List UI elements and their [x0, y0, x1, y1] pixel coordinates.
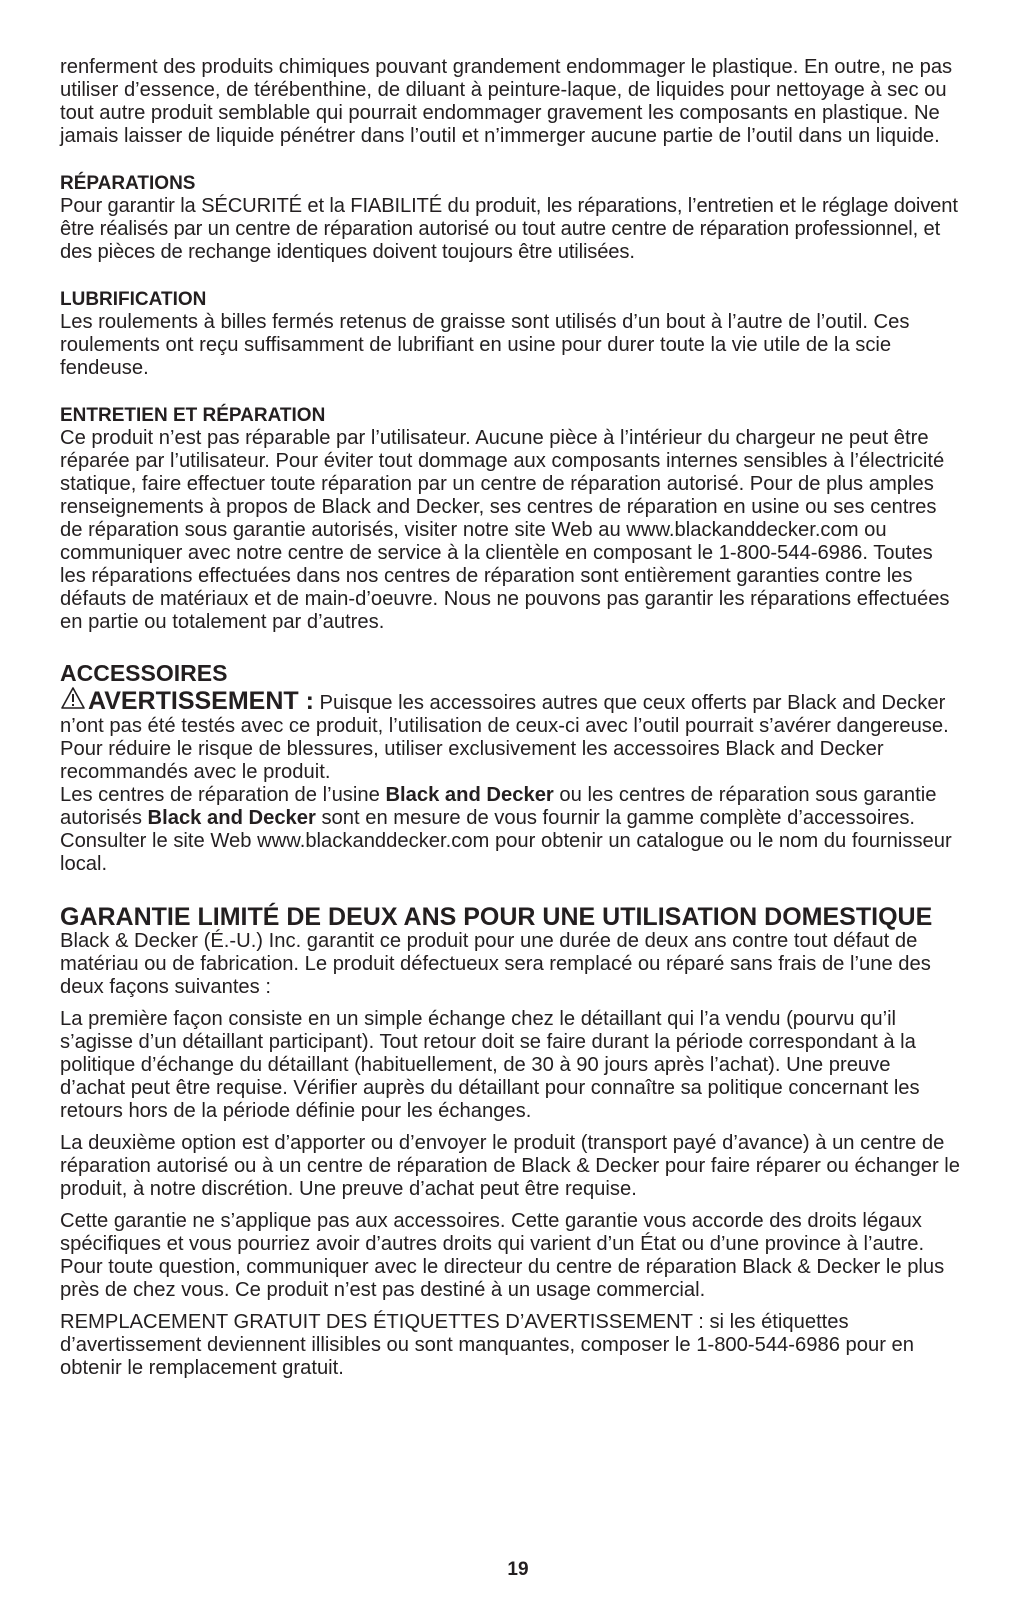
garantie-paragraph-4: Cette garantie ne s’applique pas aux accessoires. Cette garantie vous accorde des droits légaux spécifiques et vous pourriez avoir d’autres droits qui varient d’un État ou d’une province à l’autre. Pour toute question, communiquer avec le directeur du centre de réparation Black & Decker le plus près de chez vous. Ce produit n’est pas destiné à un usage commercial. — [60, 1210, 945, 1301]
lubrification-section — [60, 288, 960, 380]
accessoires-text-part-b: ou les centres de réparation sous garantie autorisés — [60, 784, 937, 829]
garantie-heading: GARANTIE LIMITÉ DE DEUX ANS POUR UNE UTILISATION DOMESTIQUE — [60, 903, 933, 931]
accessoires-paragraph — [60, 784, 960, 876]
lubrification-heading: LUBRIFICATION — [60, 289, 207, 310]
accessoires-section — [60, 660, 960, 876]
lubrification-text: Les roulements à billes fermés retenus de graisse sont utilisés d’un bout à l’autre de l’outil. Ces roulements ont reçu suffisamment de lubrifiant en usine pour durer toute la vie utile de la scie fendeuse. — [60, 311, 910, 379]
entretien-text: Ce produit n’est pas réparable par l’utilisateur. Aucune pièce à l’intérieur du chargeur ne peut être réparée par l’utilisateur. Pour éviter tout dommage aux composants internes sensibles à l’électricité statique, faire effectuer toute réparation par un centre de réparation autorisé. Pour de plus amples renseignements à propos de Black and Decker, ses centres de réparation en usine ou ses centres de réparation sous garantie autorisés, visiter notre site Web au www.blackanddecker.com ou communiquer avec notre centre de service à la clientèle en composant le 1-800-544-6986. Toutes les réparations effectuées dans nos centres de réparation sont entièrement garanties contre les défauts de matériaux et de main-d’oeuvre. Nous ne pouvons pas garantir les réparations effectuées en partie ou totalement par d’autres. — [60, 427, 950, 633]
accessoires-warning — [60, 686, 960, 784]
warning-text: Puisque les accessoires autres que ceux offerts par Black and Decker n’ont pas été testés avec ce produit, l’utilisation de ceux-ci avec l’outil pourrait s’avérer dangereuse. Pour réduire le risque de blessures, utiliser exclusivement les accessoires Black and Decker recommandés avec le produit. — [60, 692, 949, 783]
reparations-heading: RÉPARATIONS — [60, 173, 196, 194]
entretien-heading: ENTRETIEN ET RÉPARATION — [60, 405, 326, 426]
garantie-section — [60, 904, 960, 1380]
page-content — [60, 56, 960, 1380]
entretien-section — [60, 404, 960, 634]
page-number: 19 — [507, 1559, 529, 1580]
warning-triangle-icon — [60, 686, 86, 710]
garantie-paragraph-3: La deuxième option est d’apporter ou d’envoyer le produit (transport payé d’avance) à un centre de réparation autorisé ou à un centre de réparation de Black & Decker pour faire réparer ou échanger le produit, à notre discrétion. Une preuve d’achat peut être requise. — [60, 1132, 960, 1200]
brand-name: Black and Decker — [385, 784, 554, 806]
reparations-text: Pour garantir la SÉCURITÉ et la FIABILITÉ du produit, les réparations, l’entretien et le réglage doivent être réalisés par un centre de réparation autorisé ou tout autre centre de réparation professionnel, et des pièces de rechange identiques doivent toujours être utilisées. — [60, 195, 958, 263]
accessoires-text-part-c: sont en mesure de vous fournir la gamme complète d’accessoires. Consulter le site Web www.blackanddecker.com pour obtenir un catalogue ou le nom du fournisseur local. — [60, 807, 952, 875]
garantie-paragraph-5: REMPLACEMENT GRATUIT DES ÉTIQUETTES D’AVERTISSEMENT : si les étiquettes d’avertissement deviennent illisibles ou sont manquantes, composer le 1-800-544-6986 pour en obtenir le remplacement gratuit. — [60, 1311, 914, 1379]
brand-name: Black and Decker — [147, 807, 316, 829]
garantie-paragraph-1: Black & Decker (É.-U.) Inc. garantit ce produit pour une durée de deux ans contre tout défaut de matériau ou de fabrication. Le produit défectueux sera remplacé ou réparé sans frais de l’une des deux façons suivantes : — [60, 930, 931, 998]
reparations-section — [60, 172, 960, 264]
garantie-paragraph-2: La première façon consiste en un simple échange chez le détaillant qui l’a vendu (pourvu qu’il s’agisse d’un détaillant participant). Tout retour doit se faire durant la période correspondant à la politique d’échange du détaillant (habituellement, de 30 à 90 jours après l’achat). Une preuve d’achat peut être requise. Vérifier auprès du détaillant pour connaître sa politique concernant les retours hors de la période définie pour les échanges. — [60, 1008, 920, 1122]
accessoires-heading: ACCESSOIRES — [60, 660, 228, 686]
accessoires-text-part-a: Les centres de réparation de l’usine — [60, 784, 386, 806]
intro-paragraph: renferment des produits chimiques pouvant grandement endommager le plastique. En outre, ne pas utiliser d’essence, de térébenthine, de diluant à peinture-laque, de liquides pour nettoyage à sec ou tout autre produit semblable qui pourrait endommager gravement les composants en plastique. Ne jamais laisser de liquide pénétrer dans l’outil et n’immerger aucune partie de l’outil dans un liquide. — [60, 56, 953, 147]
warning-label: AVERTISSEMENT : — [88, 687, 314, 715]
